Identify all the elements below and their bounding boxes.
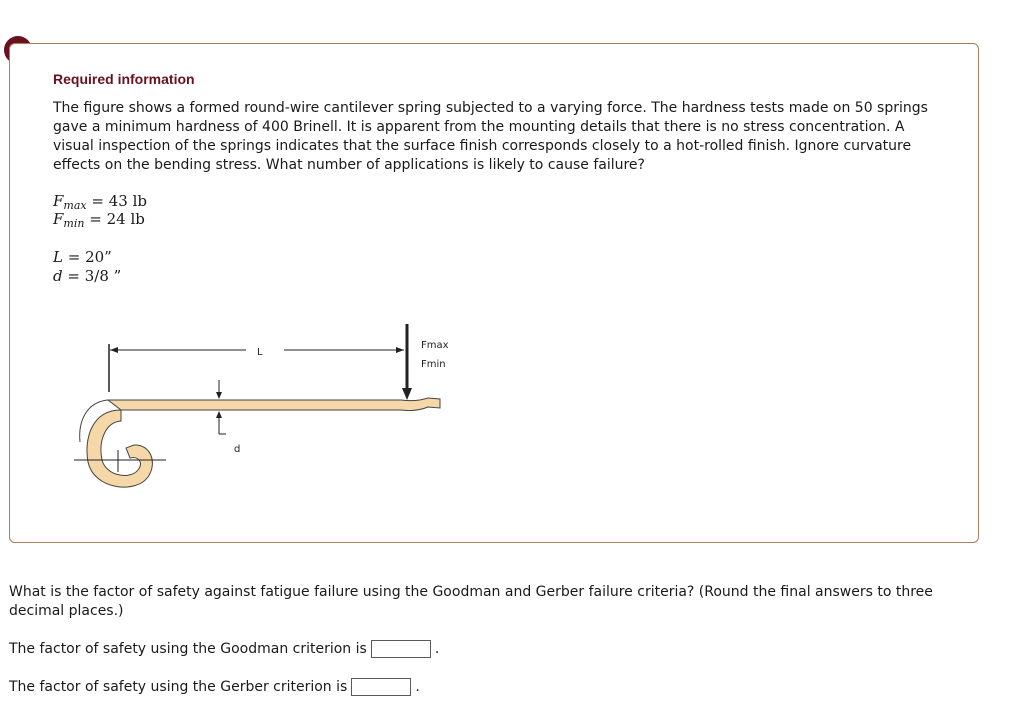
- spring-wire: [108, 398, 440, 411]
- given-fmin: $F_{min} = 24$ lb: [53, 210, 145, 230]
- given-fmax: $F_{max} = 43$ lb: [53, 192, 147, 212]
- label-fmin: Fmin: [421, 359, 446, 370]
- gerber-period: .: [415, 679, 420, 695]
- d-arrow-top: [216, 392, 222, 399]
- dimension-arrow-left: [110, 347, 118, 353]
- goodman-answer-row: [9, 639, 439, 659]
- label-l: L: [257, 347, 263, 358]
- gerber-answer-row: [9, 677, 420, 697]
- gerber-label: The factor of safety using the Gerber criterion is: [9, 679, 348, 695]
- force-arrow-head: [402, 388, 412, 400]
- given-length: L = 20”: [53, 248, 112, 266]
- goodman-period: .: [434, 641, 440, 657]
- panel-title: Required information: [53, 71, 195, 87]
- label-fmax: Fmax: [421, 340, 449, 351]
- required-information-panel: [9, 43, 979, 543]
- problem-statement: The figure shows a formed round-wire cantilever spring subjected to a varying force. The hardness tests made on 50 springs gave a minimum hardness of 400 Brinell. It is apparent from the mounting details that there is no stress concentration. A visual inspection of the springs indicates that the surface finish corresponds closely to a hot-rolled finish. Ignore curvature effects on the bending stress. What number of applications is likely to cause failure?: [53, 100, 928, 173]
- gerber-answer-input[interactable]: [351, 678, 411, 696]
- goodman-label: The factor of safety using the Goodman criterion is: [9, 641, 367, 657]
- spring-diagram: [66, 322, 466, 502]
- question-text: What is the factor of safety against fatigue failure using the Goodman and Gerber failure criteria? (Round the final answers to three decimal places.): [9, 584, 933, 619]
- given-diameter: d = 3/8 ”: [53, 267, 122, 285]
- goodman-answer-input[interactable]: [371, 640, 431, 658]
- label-d: d: [234, 444, 241, 455]
- spring-eye: [87, 410, 152, 487]
- dimension-arrow-right: [396, 347, 404, 353]
- d-arrow-bottom: [216, 411, 222, 418]
